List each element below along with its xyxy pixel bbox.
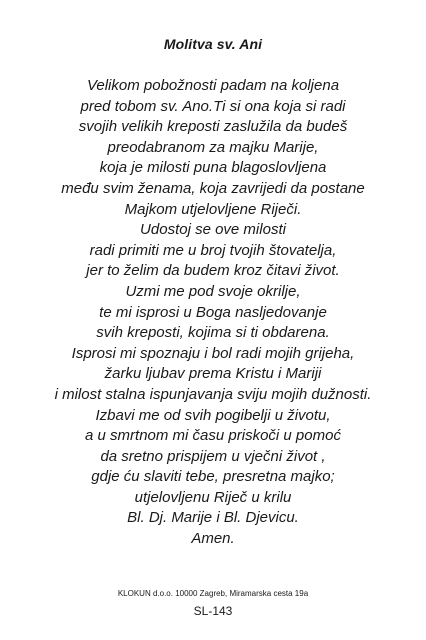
prayer-line: a u smrtnom mi času priskoči u pomoć (85, 427, 341, 445)
product-code: SL-143 (193, 604, 233, 618)
prayer-line: Bl. Dj. Marije i Bl. Djevicu. (127, 509, 299, 527)
publisher-info: KLOKUN d.o.o. 10000 Zagreb, Miramarska cesta 19a (117, 589, 309, 598)
prayer-line-amen: Amen. (191, 530, 235, 548)
prayer-line: preodabranom za majku Marije, (107, 138, 319, 156)
prayer-line: žarku ljubav prema Kristu i Mariji (104, 365, 322, 383)
prayer-line: svih kreposti, kojima si ti obdarena. (96, 324, 330, 342)
prayer-title: Molitva sv. Ani (163, 36, 263, 52)
prayer-line: koja je milosti puna blagoslovljena (99, 159, 327, 177)
prayer-line: svojih velikih kreposti zaslužila da budeš (78, 118, 348, 136)
prayer-line: Velikom pobožnosti padam na koljena (86, 77, 340, 94)
prayer-line: te mi isprosi u Boga nasljedovanje (99, 303, 327, 321)
prayer-line: pred tobom sv. Ano.Ti si ona koja si radi (80, 97, 346, 115)
prayer-line: Isprosi mi spoznaju i bol radi mojih grijeha, (71, 344, 355, 362)
prayer-line: Udostoj se ove milosti (140, 221, 286, 239)
prayer-line: da sretno prispijem u vječni život , (100, 447, 326, 465)
prayer-line: utjelovljenu Riječ u krilu (134, 488, 292, 506)
prayer-line: među svim ženama, koja zavrijedi da postane (61, 179, 365, 197)
prayer-line: radi primiti me u broj tvojih štovatelja, (89, 241, 337, 259)
prayer-line: Izbavi me od svih pogibelji u životu, (95, 406, 331, 424)
prayer-text (0, 76, 426, 550)
prayer-line: jer to želim da budem kroz čitavi život. (86, 262, 340, 280)
prayer-line: Majkom utjelovljene Riječi. (124, 200, 302, 218)
prayer-line: Uzmi me pod svoje okrilje, (125, 282, 301, 300)
prayer-line: gdje ću slaviti tebe, presretna majko; (91, 468, 335, 486)
prayer-line: i milost stalna ispunjavanja sviju mojih dužnosti. (54, 385, 372, 403)
